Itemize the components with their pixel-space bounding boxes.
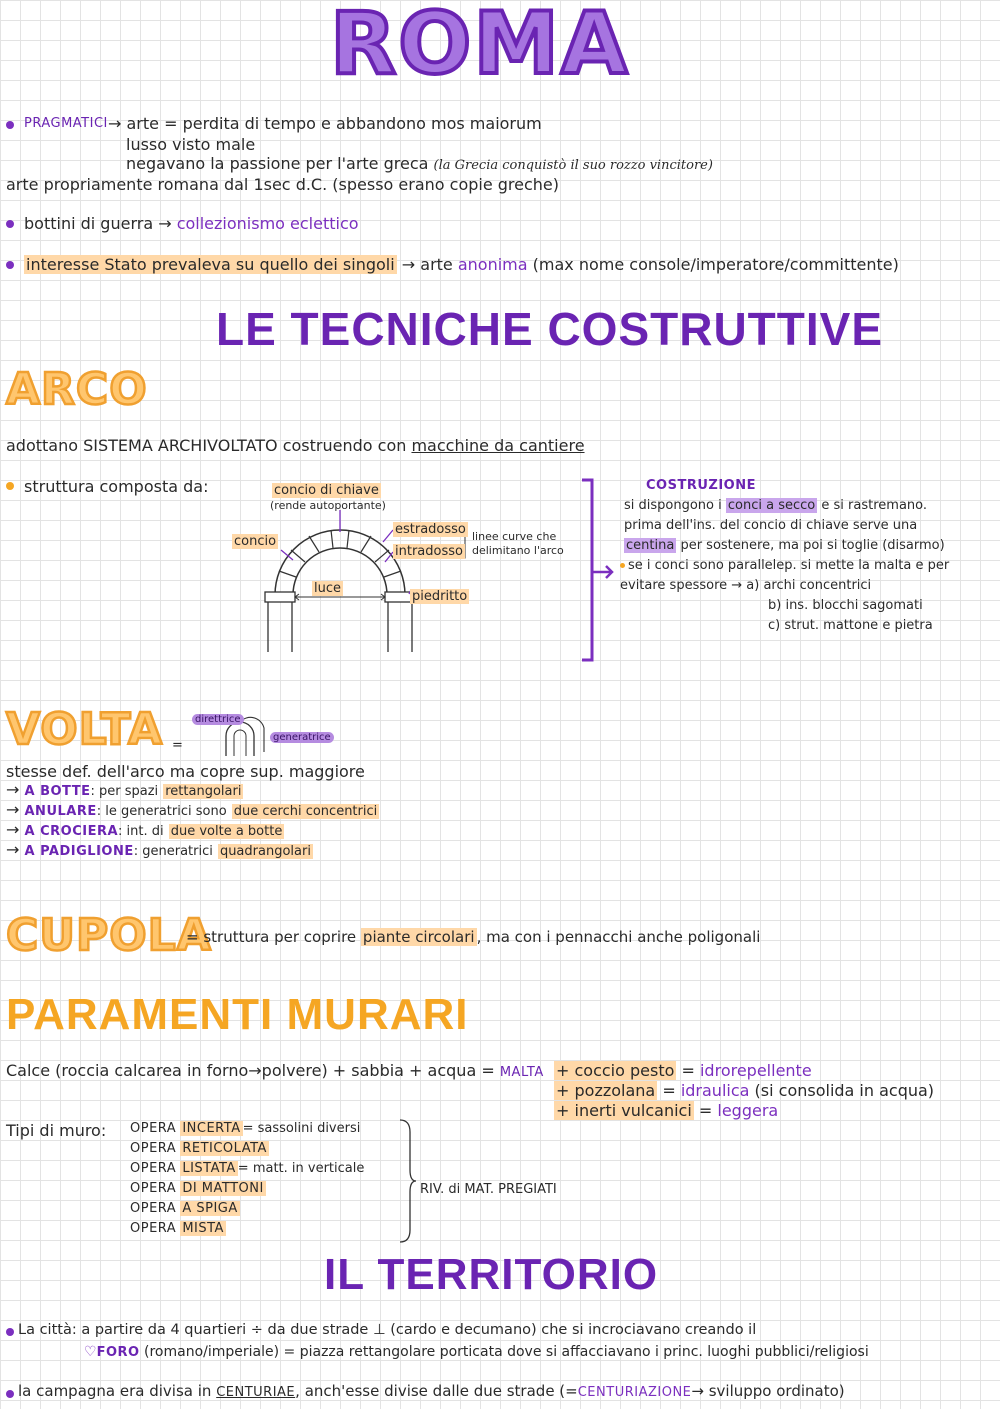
opera-type: RETICOLATA <box>182 1141 267 1156</box>
struttura-label: struttura composta da: <box>24 477 209 496</box>
pragmatici-arrow-text: → arte = perdita di tempo e abbandono mos maiorum <box>108 114 542 133</box>
adottano-line <box>6 436 585 455</box>
opere-list <box>130 1121 364 1241</box>
bullet <box>620 563 625 568</box>
bullet <box>6 1390 14 1398</box>
interesse-highlight: interesse Stato prevaleva su quello dei singoli <box>26 255 395 274</box>
bullet <box>6 1328 14 1336</box>
volta-item-hl: rettangolari <box>165 784 242 799</box>
interesse-note: (max nome console/imperatore/committente) <box>532 255 899 274</box>
campagna-b: , anch'esse divise dalle due strade (= <box>295 1382 578 1400</box>
interesse-arrow: → arte <box>401 255 453 274</box>
opera-type: DI MATTONI <box>182 1181 264 1196</box>
bottini-line <box>24 214 359 233</box>
macchine-text: macchine da cantiere <box>411 436 585 455</box>
opere-brace <box>398 1118 418 1244</box>
idraulica-text: idraulica <box>680 1081 750 1100</box>
intro-line3 <box>126 154 713 173</box>
interesse-line <box>24 255 899 274</box>
heading-territorio: IL TERRITORIO <box>324 1250 659 1299</box>
label-linee: linee curve che <box>472 530 557 543</box>
coccio-eq: = <box>681 1061 695 1080</box>
collezionismo-text: collezionismo eclettico <box>176 214 359 233</box>
opera-item: OPERA A SPIGA <box>130 1201 238 1216</box>
label-delimitano: delimitano l'arco <box>472 544 564 557</box>
inerti-hl: + inerti vulcanici <box>556 1101 692 1120</box>
volta-item: → ANULARE: le generatrici sono due cerchi concentrici <box>6 800 378 819</box>
section-title-tecniche: LE TECNICHE COSTRUTTIVE <box>216 303 884 355</box>
volta-item-hl: due volte a botte <box>170 824 283 839</box>
idrorepellente-text: idrorepellente <box>699 1061 812 1080</box>
volta-item-name: A CROCIERA <box>24 824 119 839</box>
foro-heart-icon: ♡ <box>84 1344 97 1360</box>
anonima-text: anonima <box>457 255 528 274</box>
volta-item-hl: quadrangolari <box>219 844 311 859</box>
conci-a-secco: conci a secco <box>727 498 816 513</box>
heading-cupola: CUPOLA <box>6 910 212 961</box>
citta-line1: La città: a partire da 4 quartieri ÷ da due strade ⊥ (cardo e decumano) che si incrociavano creando il <box>18 1322 757 1338</box>
label-concio-chiave: concio di chiave <box>274 483 379 498</box>
costruzione-l6: b) ins. blocchi sagomati <box>768 598 923 613</box>
coccio-line <box>554 1061 812 1080</box>
bullet <box>6 121 14 129</box>
opera-type: INCERTA <box>182 1121 241 1136</box>
cupola-a: = struttura per coprire <box>186 928 357 946</box>
heading-arco: ARCO <box>6 364 148 415</box>
opera-item: OPERA RETICOLATA <box>130 1141 267 1156</box>
volta-item-name: A BOTTE <box>24 784 91 799</box>
calce-line <box>6 1061 544 1080</box>
opera-type: A SPIGA <box>182 1201 238 1216</box>
pozzolana-eq: = <box>662 1081 676 1100</box>
opera-desc: = matt. in verticale <box>237 1161 365 1176</box>
campagna-c: → sviluppo ordinato) <box>691 1382 845 1400</box>
volta-item-hl: due cerchi concentrici <box>233 804 378 819</box>
volta-item: → A PADIGLIONE: generatrici quadrangolari <box>6 840 311 859</box>
costruzione-l3 <box>624 538 945 553</box>
label-concio: concio <box>234 534 277 549</box>
costruzione-l4: se i conci sono parallelep. si mette la malta e per <box>628 558 950 573</box>
bullet <box>6 261 14 269</box>
coccio-hl: + coccio pesto <box>556 1061 675 1080</box>
citta2-text: (romano/imperiale) = piazza rettangolare porticata dove si affacciavano i princ. luoghi pubblici/religiosi <box>144 1344 869 1360</box>
costruzione-l1 <box>624 498 927 513</box>
campagna-a: la campagna era divisa in <box>18 1382 212 1400</box>
riv-text: RIV. di MAT. PREGIATI <box>420 1182 557 1197</box>
opera-item: OPERA INCERTA = sassolini diversi <box>130 1121 361 1136</box>
intro-line3-note: (la Grecia conquistò il suo rozzo vincitore) <box>433 158 713 173</box>
label-intradosso: intradosso <box>395 544 463 559</box>
volta-item-name: ANULARE <box>24 804 97 819</box>
heading-volta: VOLTA <box>6 704 164 755</box>
centina: centina <box>626 538 675 553</box>
cupola-hl: piante circolari <box>362 928 475 946</box>
volta-item-sep: : generatrici <box>133 844 213 859</box>
cupola-b: , ma con i pennacchi anche poligonali <box>476 928 761 946</box>
inerti-line <box>554 1101 778 1120</box>
label-rende: (rende autoportante) <box>270 499 386 512</box>
costruzione-l3b: per sostenere, ma poi si toglie (disarmo) <box>680 538 945 553</box>
costruzione-l7: c) strut. mattone e pietra <box>768 618 933 633</box>
opera-desc: = sassolini diversi <box>242 1121 361 1136</box>
tipi-label: Tipi di muro: <box>6 1121 107 1140</box>
volta-item-name: A PADIGLIONE <box>24 844 134 859</box>
centuriae-text: CENTURIAE <box>216 1385 296 1400</box>
pozzolana-hl: + pozzolana <box>556 1081 656 1100</box>
volta-item-sep: : per spazi <box>90 784 159 799</box>
costruzione-l1c: e si rastremano. <box>821 498 928 513</box>
volta-item: → A BOTTE: per spazi rettangolari <box>6 780 242 799</box>
opera-type: LISTATA <box>182 1161 236 1176</box>
bullet <box>6 482 14 490</box>
volta-def: stesse def. dell'arco ma copre sup. maggiore <box>6 762 365 781</box>
pozzolana-line <box>554 1081 934 1100</box>
intro-line3-text: negavano la passione per l'arte greca <box>126 154 429 173</box>
heading-paramenti: PARAMENTI MURARI <box>6 990 469 1039</box>
opera-item: OPERA DI MATTONI <box>130 1181 264 1196</box>
intro-line4: arte propriamente romana dal 1sec d.C. (spesso erano copie greche) <box>6 175 560 194</box>
volta-list <box>6 780 379 860</box>
page-title: ROMA <box>330 0 630 94</box>
campagna-line <box>18 1382 845 1400</box>
cupola-line <box>186 928 760 946</box>
malta-text: MALTA <box>499 1065 544 1080</box>
opera-item: OPERA LISTATA = matt. in verticale <box>130 1161 365 1176</box>
costruzione-l1a: si dispongono i <box>624 498 722 513</box>
bottini-text: bottini di guerra → <box>24 214 172 233</box>
opera-type: MISTA <box>182 1221 224 1236</box>
volta-item: → A CROCIERA: int. di due volte a botte <box>6 820 283 839</box>
inerti-eq: = <box>698 1101 713 1120</box>
costruzione-l2: prima dell'ins. del concio di chiave serve una <box>624 518 918 533</box>
leggera-text: leggera <box>717 1101 779 1120</box>
label-piedritto: piedritto <box>412 589 468 604</box>
adottano-text: adottano SISTEMA ARCHIVOLTATO costruendo con <box>6 436 407 455</box>
idraulica-note: (si consolida in acqua) <box>754 1081 935 1100</box>
volta-item-sep: : int. di <box>118 824 164 839</box>
tag-generatrice: generatrice <box>270 732 334 743</box>
costruzione-title: COSTRUZIONE <box>646 478 756 493</box>
costruzione-l5: evitare spessore → a) archi concentrici <box>620 578 872 593</box>
intro-line2: lusso visto male <box>126 135 256 154</box>
centuriazione-text: CENTURIAZIONE <box>577 1385 692 1400</box>
label-estradosso: estradosso <box>395 522 466 537</box>
foro-text: FORO <box>96 1345 140 1360</box>
bracket-arrow <box>578 478 618 664</box>
citta-line2 <box>84 1344 869 1360</box>
calce-text: Calce (roccia calcarea in forno→polvere) + sabbia + acqua = <box>6 1061 495 1080</box>
bullet <box>6 220 14 228</box>
opera-item: OPERA MISTA <box>130 1221 224 1236</box>
volta-item-sep: : le generatrici sono <box>96 804 227 819</box>
pragmatici-label: PRAGMATICI <box>24 116 108 131</box>
volta-eq: = <box>172 738 183 753</box>
tag-direttrice: direttrice <box>192 714 244 725</box>
label-luce: luce <box>314 581 341 596</box>
